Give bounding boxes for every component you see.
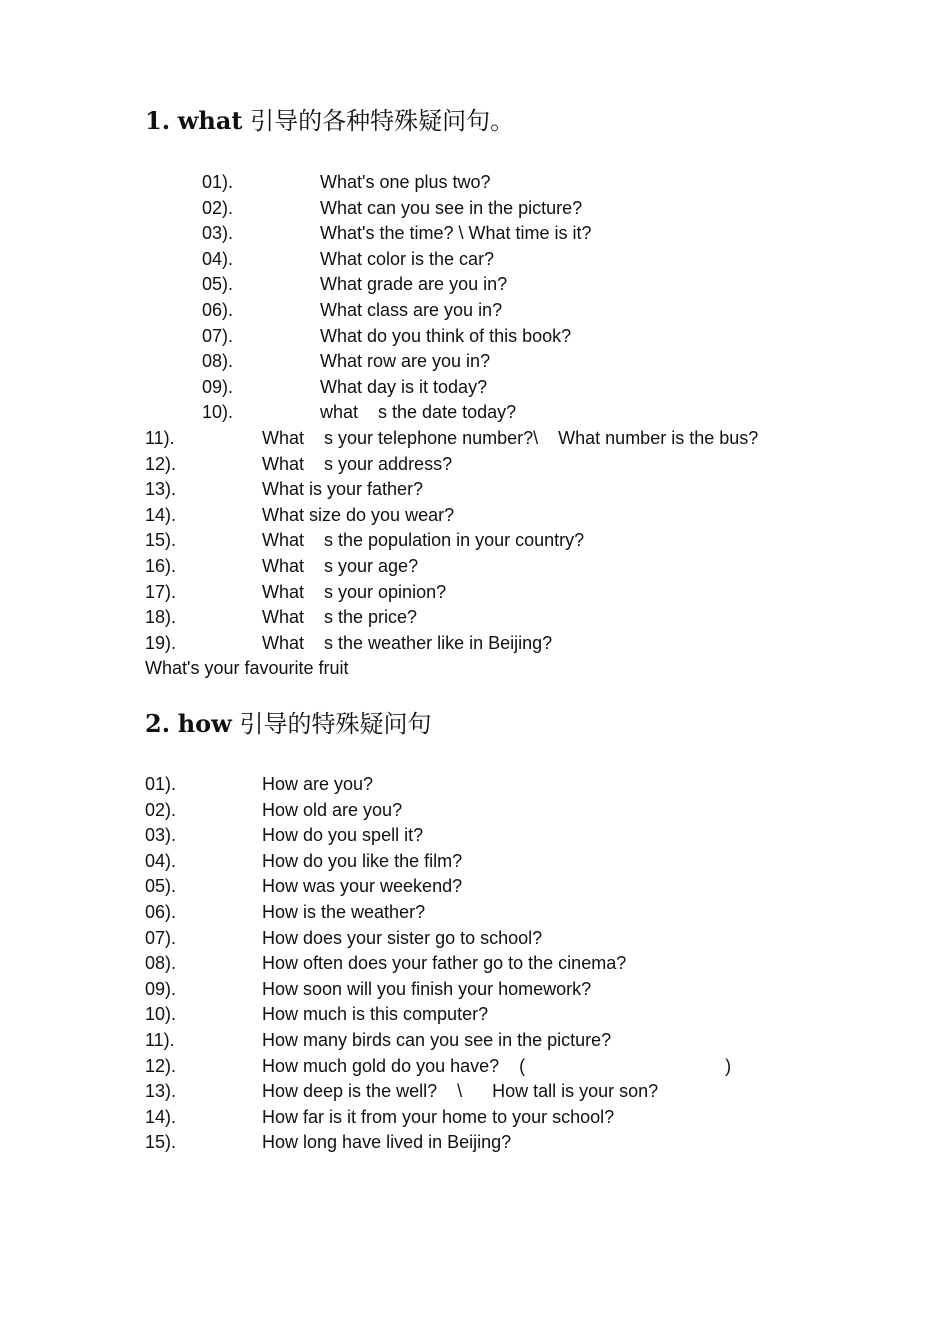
item-number: 06). [145,902,177,922]
list-item [145,875,940,897]
list-item [202,350,940,372]
list-item [202,248,940,270]
item-text: How many birds can you see in the picture? [262,1030,612,1050]
list-item [145,427,940,449]
section-number: 1. [145,106,171,135]
section-what-heading [145,101,514,136]
item-text: What can you see in the picture? [320,198,583,218]
item-number: 02). [202,198,234,218]
item-text: What do you think of this book? [320,326,572,346]
list-item [145,1029,940,1051]
list-item [145,824,940,846]
item-text: What s the weather like in Beijing? [262,633,553,653]
item-number: 13). [145,1081,177,1101]
item-number: 18). [145,607,177,627]
list-item [145,555,940,577]
list-item [145,901,940,923]
list-item [202,171,940,193]
section-title: 引导的特殊疑问句 [239,710,432,738]
item-number: 13). [145,479,177,499]
section-number: 2. [145,709,171,738]
item-number: 16). [145,556,177,576]
list-item [145,606,940,628]
item-text: What s your address? [262,454,453,474]
item-text: What row are you in? [320,351,491,371]
list-item [202,273,940,295]
item-number: 11). [145,1030,175,1050]
item-text: What size do you wear? [262,505,455,525]
list-item [202,222,940,244]
section-how-heading [145,704,431,739]
item-number: 19). [145,633,177,653]
section-title: 引导的各种特殊疑问句。 [250,107,515,135]
item-number: 01). [202,172,234,192]
item-text: What s your opinion? [262,582,447,602]
list-item [145,504,940,526]
list-item [145,1055,940,1077]
item-number: 12). [145,454,177,474]
item-number: 04). [202,249,234,269]
item-text: How much is this computer? [262,1004,489,1024]
item-text: How often does your father go to the cinema? [262,953,627,973]
item-text: What s your age? [262,556,419,576]
list-item [145,799,940,821]
item-number: 05). [145,876,177,896]
item-text: How do you like the film? [262,851,463,871]
item-text: How do you spell it? [262,825,424,845]
item-text: How are you? [262,774,374,794]
item-number: 06). [202,300,234,320]
item-number: 12). [145,1056,177,1076]
list-item [202,325,940,347]
list-item [145,1080,940,1102]
item-number: 09). [202,377,234,397]
item-text: How long have lived in Beijing? [262,1132,512,1152]
list-item [145,1131,940,1153]
item-text: What s your telephone number?\ What number is the bus? [262,428,759,448]
list-item [145,529,940,551]
item-text: What s the population in your country? [262,530,585,550]
item-text: what s the date today? [320,402,517,422]
item-text: How is the weather? [262,902,426,922]
section-keyword: how [177,709,232,738]
list-item [145,978,940,1000]
item-text: What s the price? [262,607,418,627]
item-number: 04). [145,851,177,871]
item-number: 03). [145,825,177,845]
item-number: 10). [145,1004,177,1024]
item-number: 05). [202,274,234,294]
item-text: What color is the car? [320,249,495,269]
favourite-fruit-line: What's your favourite fruit [145,658,349,678]
item-text: How old are you? [262,800,403,820]
item-number: 14). [145,505,177,525]
item-number: 15). [145,1132,177,1152]
list-item [145,581,940,603]
list-item [202,197,940,219]
item-text: How deep is the well? \ How tall is your son? [262,1081,659,1101]
item-text: What is your father? [262,479,424,499]
list-item [145,478,940,500]
item-text: What class are you in? [320,300,503,320]
item-number: 11). [145,428,175,448]
item-number: 08). [202,351,234,371]
list-item [145,1106,940,1128]
item-text: How was your weekend? [262,876,463,896]
item-number: 01). [145,774,177,794]
item-text: What's one plus two? [320,172,491,192]
section-keyword: what [177,106,243,135]
item-number: 08). [145,953,177,973]
list-item [145,453,940,475]
list-item [202,376,940,398]
item-text: How does your sister go to school? [262,928,543,948]
item-text: How much gold do you have? ( ) [262,1056,732,1076]
item-text: How soon will you finish your homework? [262,979,592,999]
item-number: 03). [202,223,234,243]
item-text: How far is it from your home to your school? [262,1107,615,1127]
item-number: 09). [145,979,177,999]
item-number: 15). [145,530,177,550]
list-item [145,1003,940,1025]
list-item [145,773,940,795]
list-item [145,632,940,654]
list-item [145,927,940,949]
item-number: 17). [145,582,177,602]
item-text: What day is it today? [320,377,488,397]
item-number: 07). [202,326,234,346]
list-item [202,401,940,423]
list-item [145,952,940,974]
item-number: 10). [202,402,234,422]
item-text: What's the time? \ What time is it? [320,223,592,243]
item-text: What grade are you in? [320,274,508,294]
item-number: 02). [145,800,177,820]
list-item [202,299,940,321]
item-number: 07). [145,928,177,948]
list-item [145,850,940,872]
item-number: 14). [145,1107,177,1127]
